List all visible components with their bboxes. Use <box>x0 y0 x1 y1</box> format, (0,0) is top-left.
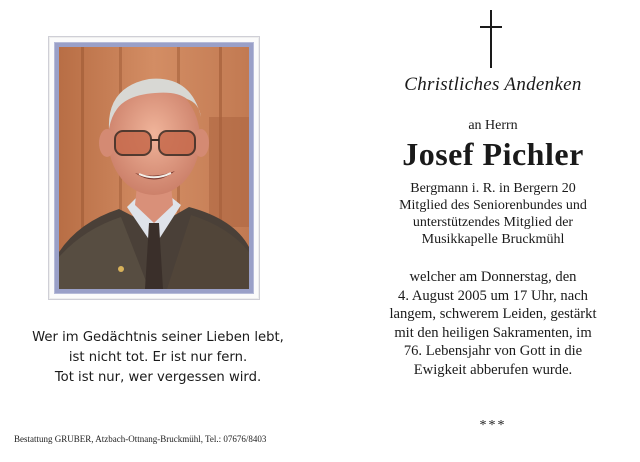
notice-line: Ewigkeit abberufen wurde. <box>413 361 573 378</box>
bio-line: unterstützendes Mitglied der <box>412 215 574 230</box>
deceased-bio <box>352 180 634 248</box>
funeral-home-info: Bestattung GRUBER, Atzbach-Ottnang-Bruckmühl, Tel.: 07676/8403 <box>14 434 267 444</box>
notice-line: welcher am Donnerstag, den <box>409 269 577 285</box>
photo-matte <box>54 42 254 294</box>
portrait-photo <box>59 47 249 289</box>
notice-line: 4. August 2005 um 17 Uhr, nach <box>398 287 588 304</box>
deceased-name: Josef Pichler <box>402 136 584 172</box>
bio-line: Musikkapelle Bruckmühl <box>421 232 565 247</box>
separator-stars: *** <box>479 418 507 433</box>
death-notice-text <box>352 268 634 380</box>
quote-line: Wer im Gedächtnis seiner Lieben lebt, <box>32 330 284 345</box>
memorial-quote <box>14 328 302 388</box>
bio-line: Bergmann i. R. in Bergern 20 <box>410 181 576 196</box>
card-heading: Christliches Andenken <box>404 74 582 95</box>
cross-icon <box>480 10 502 68</box>
quote-line: Tot ist nur, wer vergessen wird. <box>54 370 262 385</box>
photo-frame <box>48 36 260 300</box>
salutation: an Herrn <box>468 118 518 133</box>
notice-line: mit den heiligen Sakramenten, im <box>394 324 592 341</box>
quote-line: ist nicht tot. Er ist nur fern. <box>68 350 248 365</box>
bio-line: Mitglied des Seniorenbundes und <box>399 198 587 213</box>
notice-line: 76. Lebensjahr von Gott in die <box>403 343 583 360</box>
notice-line: langem, schwerem Leiden, gestärkt <box>389 306 597 323</box>
